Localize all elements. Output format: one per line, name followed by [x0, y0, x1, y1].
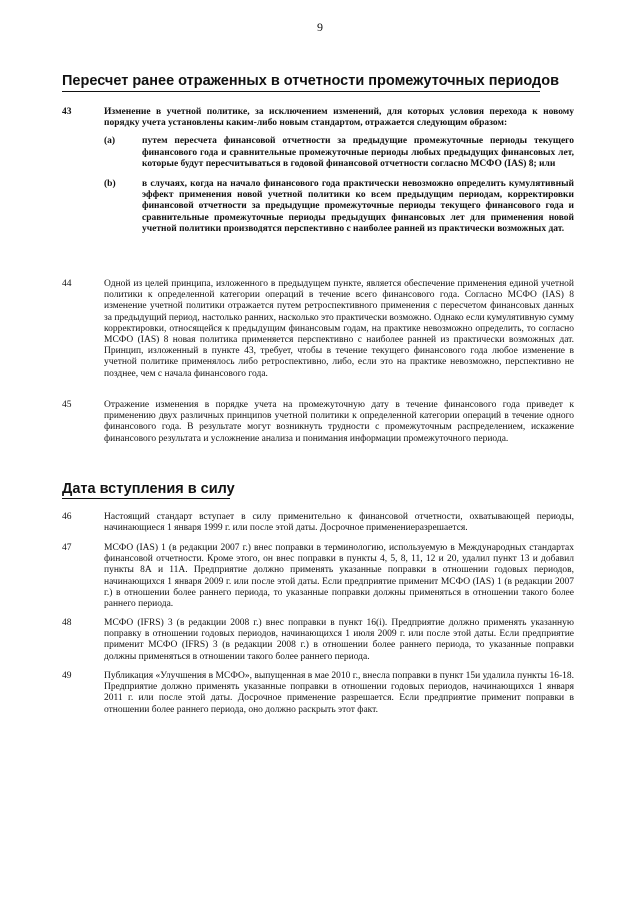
paragraph-number: 48: [62, 618, 72, 628]
section-heading-restatement: Пересчет ранее отраженных в отчетности промежуточных периодов: [62, 73, 559, 89]
subparagraph-text: путем пересчета финансовой отчетности за предыдущие промежуточные периоды текущего финансового года и сравнительные промежуточные периоды любых предыдущих финансовых лет, которые будут пересчитываться в годовой финансовой отчетности согласно МСФО (IAS) 8; или: [142, 136, 574, 169]
subparagraph-b: [104, 179, 574, 235]
paragraph-45: [62, 400, 574, 445]
paragraph-text: Изменение в учетной политике, за исключением изменений, для которых условия перехода к новому порядку учета установлены каким-либо новым стандартом, отражается следующим образом:: [104, 107, 574, 129]
paragraph-text: Одной из целей принципа, изложенного в предыдущем пункте, является обеспечение применения единой учетной политики к определенной категории операций в течение всего финансового года. Согласно МСФО (IAS) 8 изменение учетной политики отражается путем ретроспективного применения с пересчетом финансовых данных за предыдущий период, настолько ранних, насколько это практически возможно. Однако если кумулятивную сумму корректировки, относящейся к предыдущим финансовым годам, на практике невозможно определить, то согласно МСФО (IAS) 8 новая политика применяется перспективно с наиболее ранней из практически возможных дат. Принцип, изложенный в пункте 43, требует, чтобы в течение текущего финансового года любое изменение в учетной политике применялось либо ретроспективно, либо, если это на практике невозможно, перспективно не позднее, чем с начала финансового года.: [104, 279, 575, 379]
section-heading-underline: [62, 498, 230, 499]
paragraph-number: 45: [62, 400, 72, 410]
paragraph-number: 43: [62, 107, 72, 117]
paragraph-44: [62, 279, 574, 380]
paragraph-49: [62, 671, 574, 716]
paragraph-text: МСФО (IFRS) 3 (в редакции 2008 г.) внес поправки в пункт 16(i). Предприятие должно применять указанную поправку в отношении годовых периодов, начинающихся 1 июля 2009 г. или после этой даты. Если предприятие применит МСФО (IFRS) 3 (в редакции 2008 г.) в отношении более раннего периода, то указанные поправки должны применяться в отношении такого более раннего периода.: [104, 618, 574, 662]
paragraph-text: МСФО (IAS) 1 (в редакции 2007 г.) внес поправки в терминологию, используемую в Международных стандартах финансовой отчетности. Кроме этого, он внес поправки в пункты 4, 5, 8, 11, 12 и 20, удалил пункт 13 и добавил пункты 8А и 11А. Предприятие должно применять указанные поправки в отношении годовых периодов, начинающихся 1 января 2009 г. или после этой даты. Если предприятие применит МСФО (IAS) 1 (в редакции 2007 г.) в отношении более раннего периода, то указанные поправки должны применяться в отношении такого более раннего периода.: [104, 543, 574, 610]
paragraph-46: [62, 512, 574, 534]
paragraph-text: Настоящий стандарт вступает в силу применительно к финансовой отчетности, охватывающей периоды, начинающиеся 1 января 1999 г. или после этой даты. Досрочное применениеразрешается.: [104, 512, 574, 534]
subparagraph-text: в случаях, когда на начало финансового года практически невозможно определить кумулятивный эффект применения новой учетной политики ко всем предыдущим периодам, корректировки финансовой отчетности за предыдущие промежуточные периоды текущего финансового года и сравнительные промежуточные периоды предыдущих финансовых лет для применения новой учетной политики производятся перспективно с наиболее ранней из практически возможных дат.: [142, 179, 574, 234]
subparagraph-label: (a): [104, 136, 116, 147]
paragraph-number: 46: [62, 512, 72, 522]
paragraph-number: 47: [62, 543, 72, 553]
page-number: 9: [317, 20, 323, 34]
paragraph-text: Публикация «Улучшения в МСФО», выпущенная в мае 2010 г., внесла поправки в пункт 15и удалила пункты 16-18. Предприятие должно применять указанные поправки в отношении годовых периодов, начинающихся 1 января 2011 г. или после этой даты. Досрочное применение разрешается. Если предприятие применит поправки в отношении более раннего периода, оно должно раскрыть этот факт.: [104, 671, 574, 715]
paragraph-text: Отражение изменения в порядке учета на промежуточную дату в течение финансового года приведет к применению двух различных принципов учетной политики к определенной категории операций в течение одного финансового года. В результате могут возникнуть трудности с промежуточным распределением, искажение финансового результата и усложнение анализа и понимания информации промежуточного периода.: [104, 400, 574, 444]
subparagraph-a: [104, 136, 574, 170]
section-heading-effective-date: Дата вступления в силу: [62, 481, 235, 497]
paragraph-43: [62, 107, 574, 235]
paragraph-48: [62, 618, 574, 663]
section-heading-underline: [62, 91, 540, 92]
subparagraph-label: (b): [104, 179, 116, 190]
paragraph-47: [62, 543, 574, 610]
paragraph-number: 44: [62, 279, 72, 289]
paragraph-number: 49: [62, 671, 72, 681]
